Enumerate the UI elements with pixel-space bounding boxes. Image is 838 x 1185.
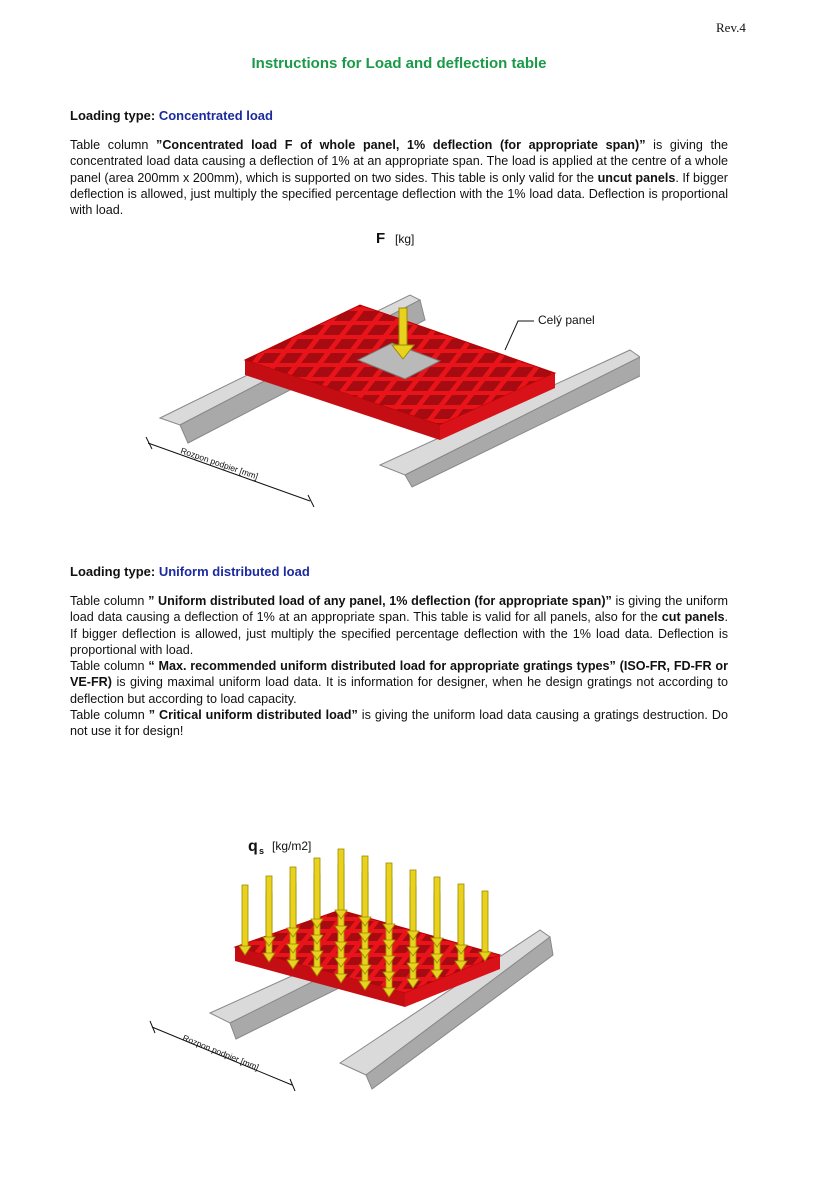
load-unit: [kg/m2] (272, 839, 312, 853)
loading-type-value: Concentrated load (158, 108, 273, 123)
uniform-load-figure (140, 835, 580, 1095)
page-title: Instructions for Load and deflection table (251, 55, 547, 72)
load-arrow (335, 849, 347, 919)
revision-label: Rev.4 (716, 20, 746, 35)
span-label: Rozpon podpier [mm] (181, 1032, 261, 1073)
panel-callout-line (505, 321, 534, 350)
concentrated-load-paragraph: Table column ”Concentrated load F of whole panel, 1% deflection (for appropriate span)” is giving the concentrated load data causing a deflection of 1% at an appropriate span. The load is applied at the centre of a whole panel (area 200mm x 200mm), which is supported on two sides. This table is only valid for the uncut panels. If bigger deflection is allowed, just multiply the specified percentage deflection with the 1% load data. Deflection is proportional with load. (70, 138, 728, 218)
span-label: Rozpon podpier [mm] (179, 445, 260, 482)
force-symbol: F (376, 230, 386, 247)
load-subscript: s (259, 846, 265, 856)
loading-type-label: Loading type: (70, 108, 156, 123)
section-heading-concentrated (70, 108, 273, 123)
uniform-load-paragraph: Table column ” Uniform distributed load of any panel, 1% deflection (for appropriate span)” is giving the uniform load data causing a deflection of 1% at an appropriate span. This table is valid for all panels, also for the cut panels. If bigger deflection is allowed, just multiply the specified percentage deflection with the 1% load data. Deflection is proportional with load. Table column “ Max. recommended uniform distributed load for appropriate gratings types” (ISO-FR, FD-FR or VE-FR) is giving maximal uniform load data. It is information for designer, when he design gratings not according to deflection but according to load capacity. Table column ” Critical uniform distributed load” is giving the uniform load data causing a gratings destruction. Do not use it for design! (70, 594, 729, 739)
force-unit: [kg] (395, 232, 415, 246)
panel-callout-label: Celý panel (538, 313, 595, 327)
loading-type-value: Uniform distributed load (158, 564, 310, 579)
concentrated-load-figure (120, 225, 640, 515)
loading-type-label: Loading type: (70, 564, 156, 579)
load-symbol: q (248, 838, 258, 855)
section-heading-uniform (70, 564, 310, 579)
